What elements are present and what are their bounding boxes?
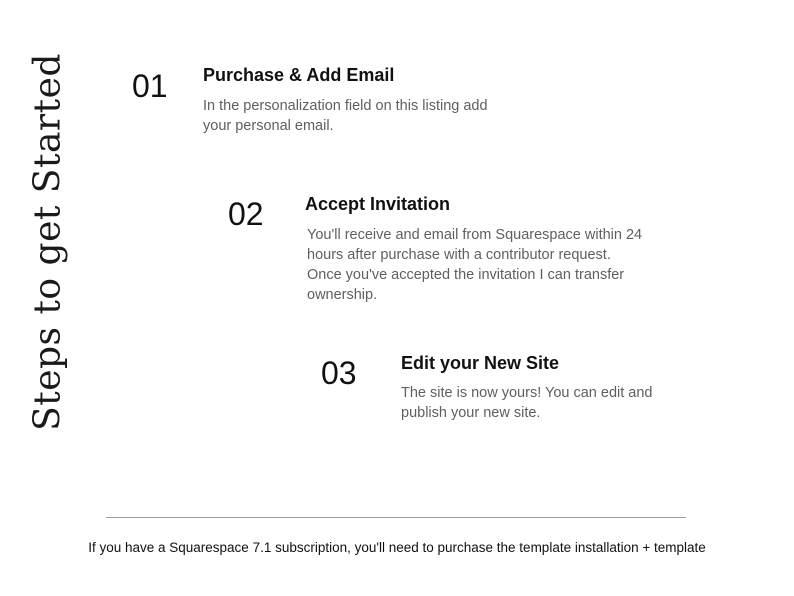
step-2-title: Accept Invitation (305, 194, 451, 214)
step-2-description (307, 225, 642, 305)
step-3-description-line: publish your new site. (401, 405, 541, 421)
page-title: Steps to get Started (27, 53, 69, 431)
footer-divider (106, 517, 686, 518)
step-1-description-line: your personal email. (203, 118, 334, 134)
step-1-title: Purchase & Add Email (203, 65, 395, 85)
step-3-number: 03 (321, 355, 357, 391)
step-2-description-line: hours after purchase with a contributor request. (307, 247, 611, 263)
step-2-description-line: Once you've accepted the invitation I can transfer (307, 267, 625, 283)
step-1-description-line: In the personalization field on this listing add (203, 98, 488, 114)
step-3-description (401, 383, 653, 423)
step-2-number: 02 (228, 196, 264, 232)
footer-note: If you have a Squarespace 7.1 subscription, you'll need to purchase the template installation + template (88, 540, 706, 555)
step-1-description (203, 96, 488, 136)
step-3-title: Edit your New Site (401, 353, 560, 373)
step-2-description-line: You'll receive and email from Squarespace within 24 (307, 227, 643, 243)
step-3-description-line: The site is now yours! You can edit and (401, 385, 653, 401)
step-1-number: 01 (132, 68, 168, 104)
step-2-description-line: ownership. (307, 287, 378, 303)
